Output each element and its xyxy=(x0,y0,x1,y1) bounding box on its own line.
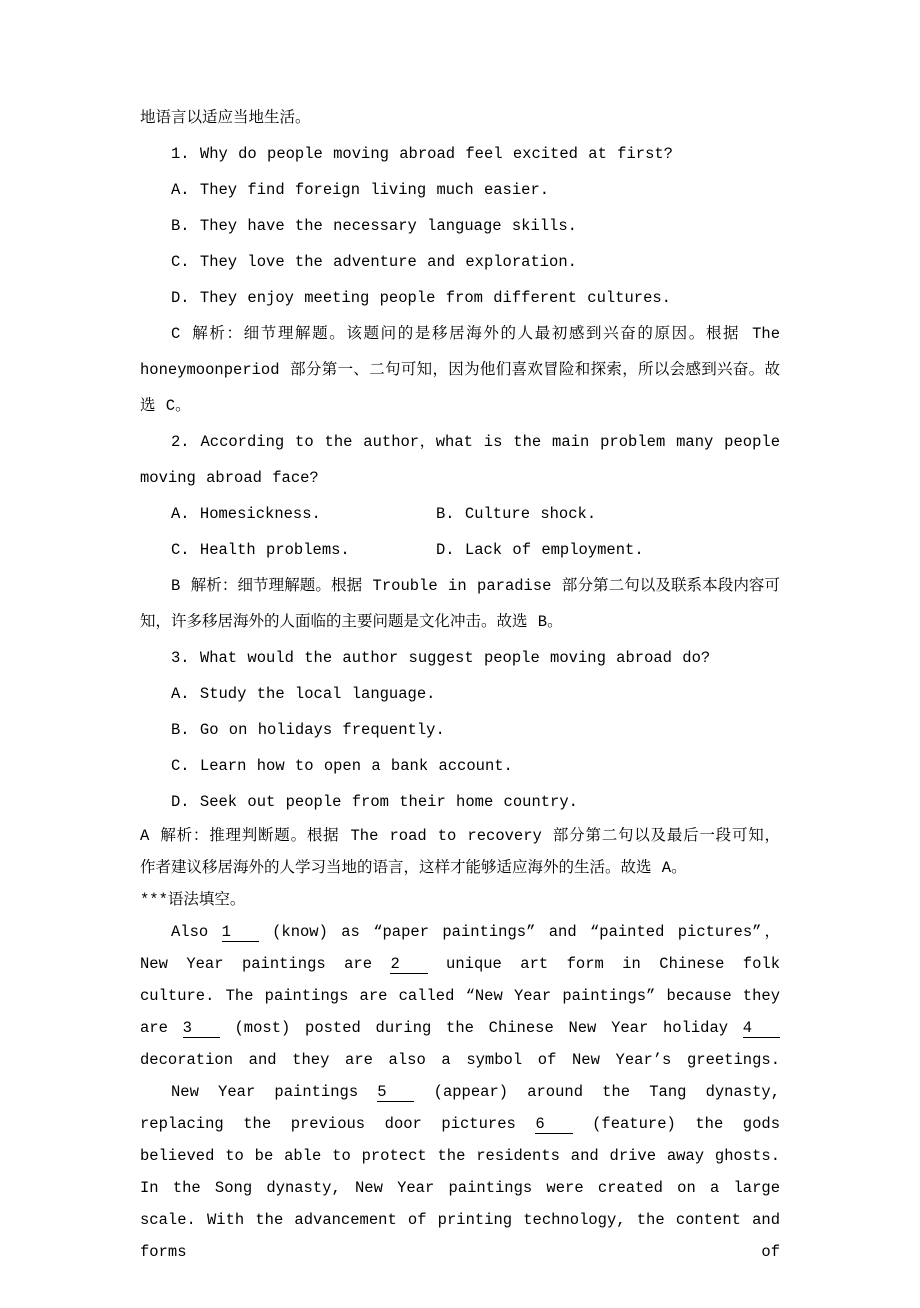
grammar-paragraph-1: Also 1 (know) as “paper paintings” and “painted pictures”， New Year paintings are 2 unique art form in Chinese folk culture. The paintings are called “New Year paintings” because they are 3 (most) posted during the Chinese New Year holiday 4 decoration and they are also a symbol of New Year’s greetings. xyxy=(140,923,781,1069)
question-2-option-c: C. Health problems. xyxy=(171,541,350,559)
fill-in-blank: 5 xyxy=(377,1084,414,1102)
question-2-option-row-1 xyxy=(140,496,780,532)
fill-in-blank: 2 xyxy=(390,956,427,974)
question-2-analysis: B 解析：细节理解题。根据 Trouble in paradise 部分第二句以及联系本段内容可知，许多移居海外的人面临的主要问题是文化冲击。故选 B。 xyxy=(140,577,780,631)
question-2-option-d: D. Lack of employment. xyxy=(436,541,644,559)
question-2-option-a: A. Homesickness. xyxy=(171,505,321,523)
question-1-option-d: D. They enjoy meeting people from different cultures. xyxy=(171,289,671,307)
intro-line: 地语言以适应当地生活。 xyxy=(140,109,311,127)
grammar-paragraph-2: New Year paintings 5 (appear) around the Tang dynasty, replacing the previous door pictures 6 (feature) the gods believed to be able to protect the residents and drive away ghosts. In the Song dynasty, New Year paintings were created on a large scale. With the advancement of printing technology, the content and forms of xyxy=(140,1083,780,1261)
question-3-stem: 3. What would the author suggest people moving abroad do? xyxy=(171,649,711,667)
fill-in-blank: 3 xyxy=(183,1020,220,1038)
question-3-option-b: B. Go on holidays frequently. xyxy=(171,721,445,739)
question-3-analysis: A 解析：推理判断题。根据 The road to recovery 部分第二句以及最后一段可知， 作者建议移居海外的人学习当地的语言，这样才能够适应海外的生活。故选 A。 xyxy=(140,827,780,877)
question-3-option-d: D. Seek out people from their home country. xyxy=(171,793,578,811)
question-1-option-c: C. They love the adventure and exploration. xyxy=(171,253,577,271)
question-3-option-c: C. Learn how to open a bank account. xyxy=(171,757,513,775)
question-1-analysis: C 解析：细节理解题。该题问的是移居海外的人最初感到兴奋的原因。根据 The honeymoonperiod 部分第一、二句可知，因为他们喜欢冒险和探索，所以会感到兴奋。故选 C。 xyxy=(140,325,780,415)
question-2-option-row-2 xyxy=(140,532,780,568)
question-1-stem: 1. Why do people moving abroad feel excited at first? xyxy=(171,145,673,163)
question-2-stem: 2. According to the author，what is the main problem many people moving abroad face? xyxy=(140,433,780,487)
question-1-option-a: A. They find foreign living much easier. xyxy=(171,181,550,199)
fill-in-blank: 6 xyxy=(535,1116,572,1134)
grammar-section-heading: ***语法填空。 xyxy=(140,891,246,909)
fill-in-blank: 1 xyxy=(222,924,259,942)
fill-in-blank: 4 xyxy=(743,1020,780,1038)
question-3-option-a: A. Study the local language. xyxy=(171,685,436,703)
question-1-option-b: B. They have the necessary language skills. xyxy=(171,217,577,235)
question-2-option-b: B. Culture shock. xyxy=(436,505,597,523)
